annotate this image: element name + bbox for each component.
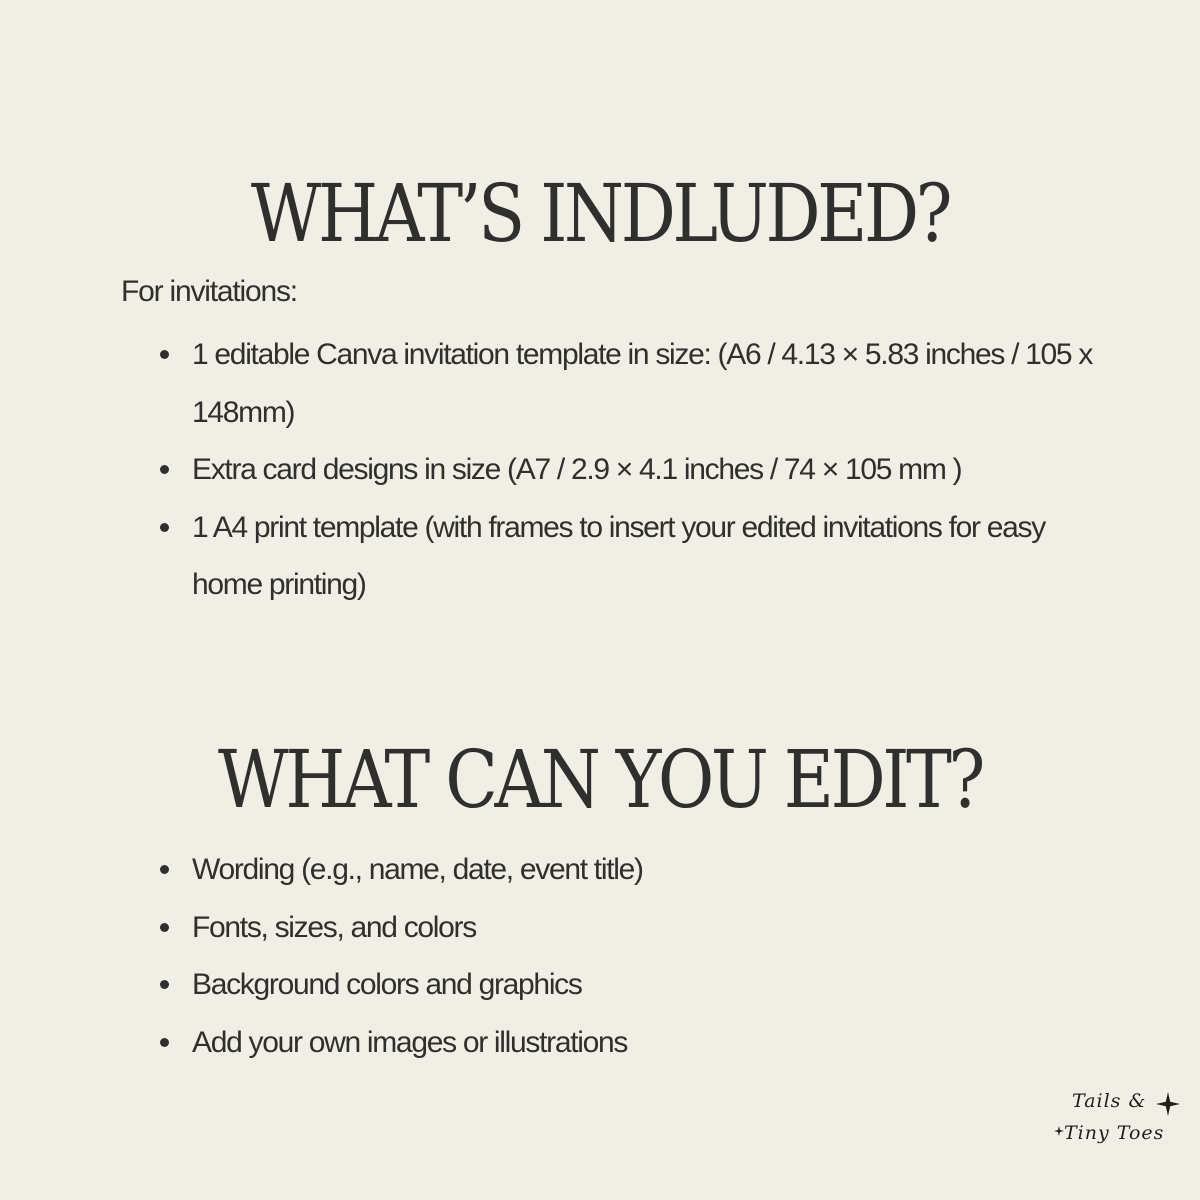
list-item xyxy=(160,1014,1120,1072)
edit-heading: WHAT CAN YOU EDIT? xyxy=(218,733,982,826)
list-item-text: Extra card designs in size (A7 / 2.9 × 4.1 inches / 74 × 105 mm ) xyxy=(192,453,962,486)
bullet-icon xyxy=(160,465,169,474)
small-star-icon xyxy=(1054,1126,1064,1136)
list-item-text: 1 editable Canva invitation template in size: (A6 / 4.13 × 5.83 inches / 105 x 148mm) xyxy=(192,338,1093,429)
list-item xyxy=(160,841,1120,899)
list-item xyxy=(160,956,1120,1014)
bullet-icon xyxy=(160,523,169,532)
included-heading: WHAT’S INDLUDED? xyxy=(250,167,950,260)
logo-line-2: Tiny Toes xyxy=(1064,1122,1165,1144)
logo-line-1: Tails & xyxy=(1072,1090,1147,1112)
list-item-text: Add your own images or illustrations xyxy=(192,1025,628,1059)
bullet-icon xyxy=(160,1038,169,1047)
list-item xyxy=(160,326,1120,441)
list-item xyxy=(160,441,1120,499)
list-item-text: Background colors and graphics xyxy=(192,968,582,1001)
bullet-icon xyxy=(160,923,169,932)
list-item xyxy=(160,499,1120,614)
list-item-text: Fonts, sizes, and colors xyxy=(192,910,476,944)
bullet-icon xyxy=(160,350,169,359)
edit-list xyxy=(160,841,1120,1071)
bullet-icon xyxy=(160,980,169,989)
list-item-text: Wording (e.g., name, date, event title) xyxy=(192,853,643,886)
invitations-intro: For invitations: xyxy=(121,275,297,308)
list-item-text: 1 A4 print template (with frames to insert your edited invitations for easy home printing) xyxy=(192,510,1045,601)
sparkle-icon xyxy=(1156,1092,1180,1116)
bullet-icon xyxy=(160,865,169,874)
brand-logo xyxy=(1050,1088,1190,1158)
included-list xyxy=(160,326,1120,614)
list-item xyxy=(160,899,1120,957)
